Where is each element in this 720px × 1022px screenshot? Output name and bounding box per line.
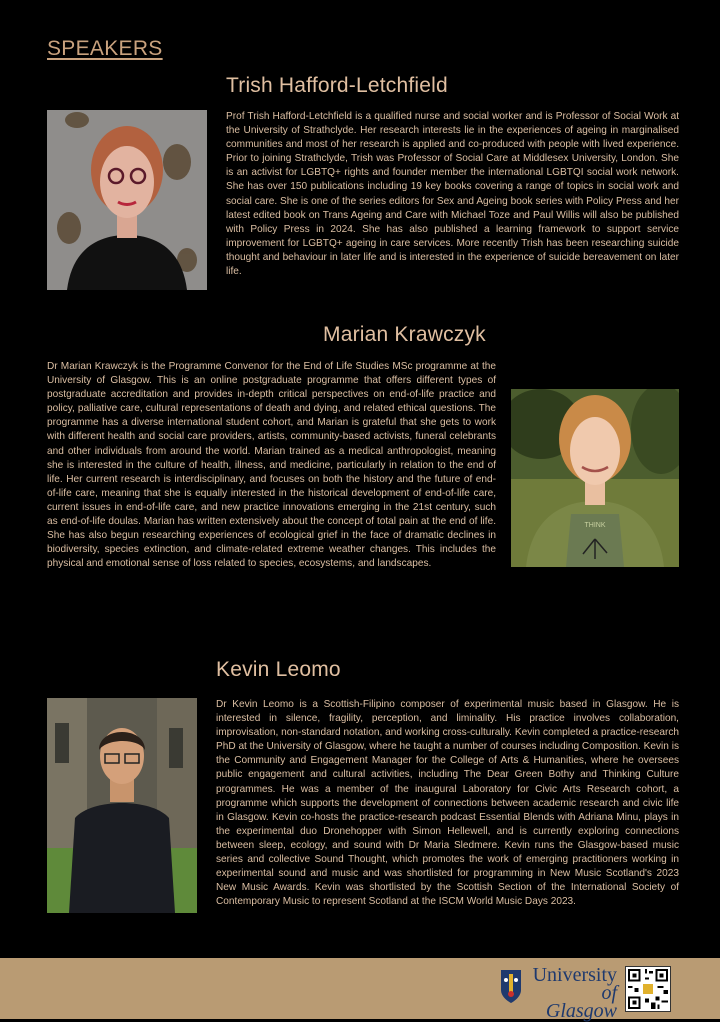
qr-code-icon[interactable] (625, 966, 671, 1012)
speaker-name-marian: Marian Krawczyk (323, 323, 486, 346)
photo-kevin-leomo (47, 698, 197, 913)
shirt-text: THINK (584, 522, 606, 529)
photo-trish-hafford-letchfield (47, 110, 207, 290)
speaker-bio-kevin: Dr Kevin Leomo is a Scottish-Filipino composer of experimental music based in Glasgow. He is interested in silence, fragility, perception, and liminality. His practice involves collaboration, improvisation, non-standard notation, and working cross-culturally. Kevin completed a practice-research PhD at the University of Glasgow, where he taught a number of courses including Composition. Kevin is the Community and Engagement Manager for the College of Arts & Humanities, where he oversees public engagement and cultural activities, including The Dear Green Bothy and Thinking Culture programmes. He was a member of the inaugural Laboratory for Civic Arts Research cohort, a programme which supports the development of connections between academic research and civic life in Glasgow. Kevin co-hosts the practice-research podcast Essential Blends with Adriana Minu, plays in the experimental duo Dronehopper with Simon Hellewell, and is currently exploring connections between sleep, ecology, and sound with Dr Maria Sledmere. Kevin runs the Glasgow-based music series and collective Sound Thought, which promotes the work of emerging practitioners working in experimental sound and music and was shortlisted for programming in New Music Scotland's 2023 New Music Awards. Kevin was shortlisted by the Scottish Section of the International Society of Contemporary Music to represent Scotland at the ISCM World Music Days 2023. (216, 699, 679, 908)
speaker-bio-marian: Dr Marian Krawczyk is the Programme Convenor for the End of Life Studies MSc programme at the University of Glasgow. This is an online postgraduate programme that offers different types of postgraduate accreditation and provides in-depth critical perspectives on end-of-life practice and policy, palliative care, cultural representations of death and dying, and related ethical questions. The programme has a diverse international student cohort, and Marian is grateful that she gets to work with different health and social care providers, artists, community-based activists, funeral celebrants and other individuals from around the world. Marian trained as a medical anthropologist, meaning she is interested in the culture of health, illness, and medicine, particularly in relation to the end of life. Her current research is interdisciplinary, and focuses on both the history and the future of end-of-life care, meaning that she is equally interested in the historical development of end-of-life care, current issues in end-of-life care, and new practice innovations emerging in the 21st century, such as end-of-life doulas. Marian has written extensively about the concept of total pain at the end of life. She has also begun researching experiences of ecological grief in the face of dramatic declines in biodiversity, species extinction, and climate-related extreme weather changes. This includes the physical and emotional sense of loss related to species, ecosystems, and landscapes. (47, 361, 496, 570)
logo-line-1: University (532, 964, 617, 986)
page-heading: SPEAKERS (47, 37, 163, 60)
university-crest-icon (500, 968, 522, 1004)
logo-line-2: of Glasgow (545, 982, 617, 1022)
speaker-bio-trish: Prof Trish Hafford-Letchfield is a qualified nurse and social worker and is Professor of Social Work at the University of Strathclyde. Her research interests lie in the experiences of ageing in marginalised communities and most of her research is applied and co-produced with people with lived experience. Prior to joining Strathclyde, Trish was Professor of Social Care at Middlesex University, London. She is an activist for LGBTQ+ rights and founder member the international LGBTQI social work network. She has over 150 publications including 19 key books covering a range of topics in social work and social care. She is one of the series editors for Sex and Ageing book series with Policy Press and her latest edited book on Trans Ageing and Care with Michael Toze and Paul Willis will also be published with Policy Press in 2024. She has also published a learning framework to support service improvement for LGBTQ+ ageing in care services. More recently Trish has been researching suicide thought and behaviour in later life and is interested in the experience of suicide bereavement on later life. (226, 111, 679, 278)
speaker-name-trish: Trish Hafford-Letchfield (226, 74, 448, 97)
speaker-name-kevin: Kevin Leomo (216, 658, 341, 681)
university-of-glasgow-logo[interactable] (527, 966, 617, 1020)
photo-marian-krawczyk (511, 389, 679, 567)
